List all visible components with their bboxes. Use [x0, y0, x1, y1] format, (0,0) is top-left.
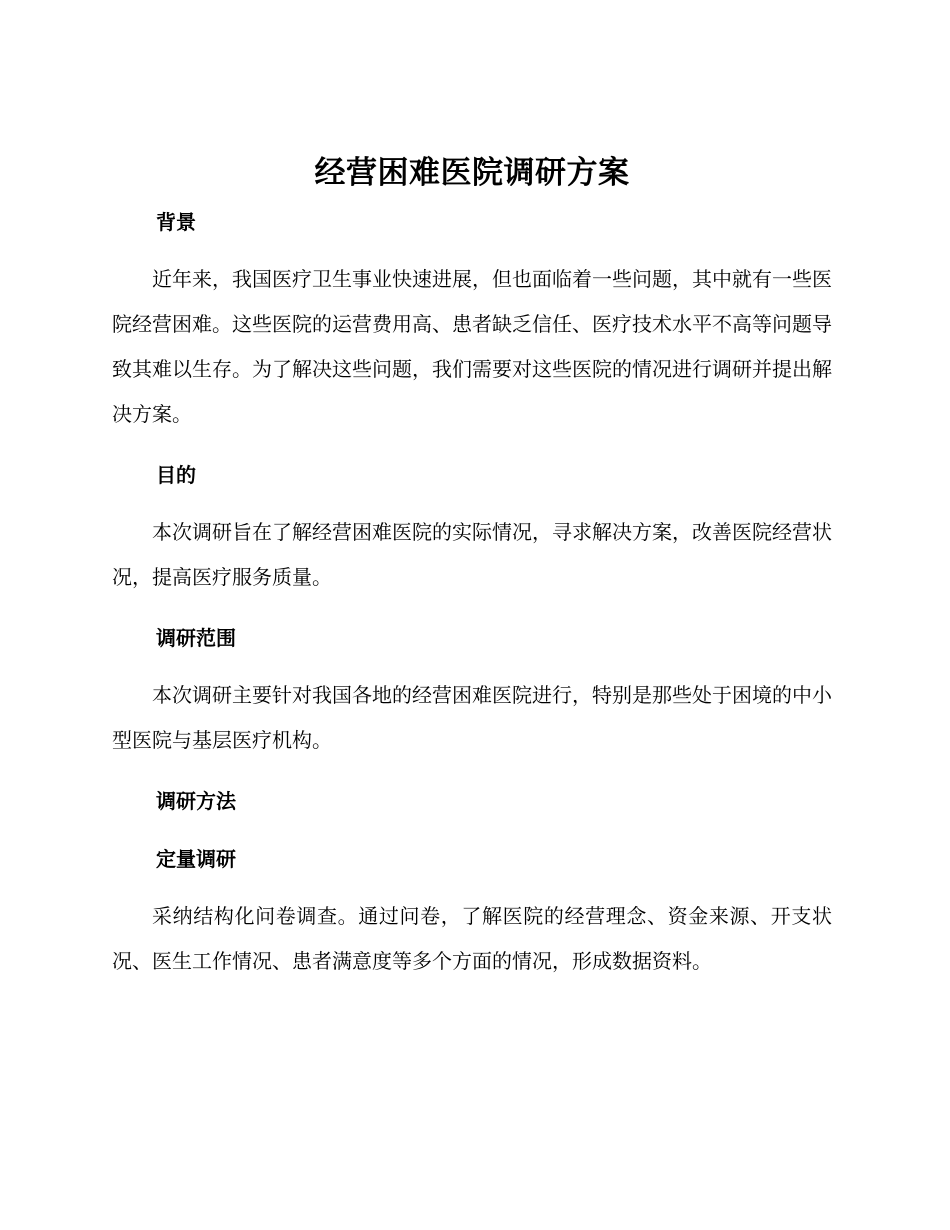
document-body — [112, 148, 832, 984]
heading-methods: 调研方法 — [156, 789, 236, 813]
paragraph-quantitative-research: 采纳结构化问卷调查。通过问卷，了解医院的经营理念、资金来源、开支状况、医生工作情况、患者满意度等多个方面的情况，形成数据资料。 — [112, 904, 832, 973]
paragraph-background: 近年来，我国医疗卫生事业快速进展，但也面临着一些问题，其中就有一些医院经营困难。这些医院的运营费用高、患者缺乏信任、医疗技术水平不高等问题导致其难以生存。为了解决这些问题，我们需要对这些医院的情况进行调研并提出解决方案。 — [112, 267, 832, 426]
heading-quantitative-research: 定量调研 — [156, 847, 236, 871]
paragraph-purpose: 本次调研旨在了解经营困难医院的实际情况，寻求解决方案，改善医院经营状况，提高医疗服务质量。 — [112, 520, 832, 589]
heading-scope: 调研范围 — [156, 626, 236, 650]
paragraph-scope: 本次调研主要针对我国各地的经营困难医院进行，特别是那些处于困境的中小型医院与基层医疗机构。 — [112, 683, 832, 752]
heading-background: 背景 — [156, 210, 196, 234]
heading-purpose: 目的 — [156, 463, 196, 487]
document-title: 经营困难医院调研方案 — [314, 155, 630, 191]
